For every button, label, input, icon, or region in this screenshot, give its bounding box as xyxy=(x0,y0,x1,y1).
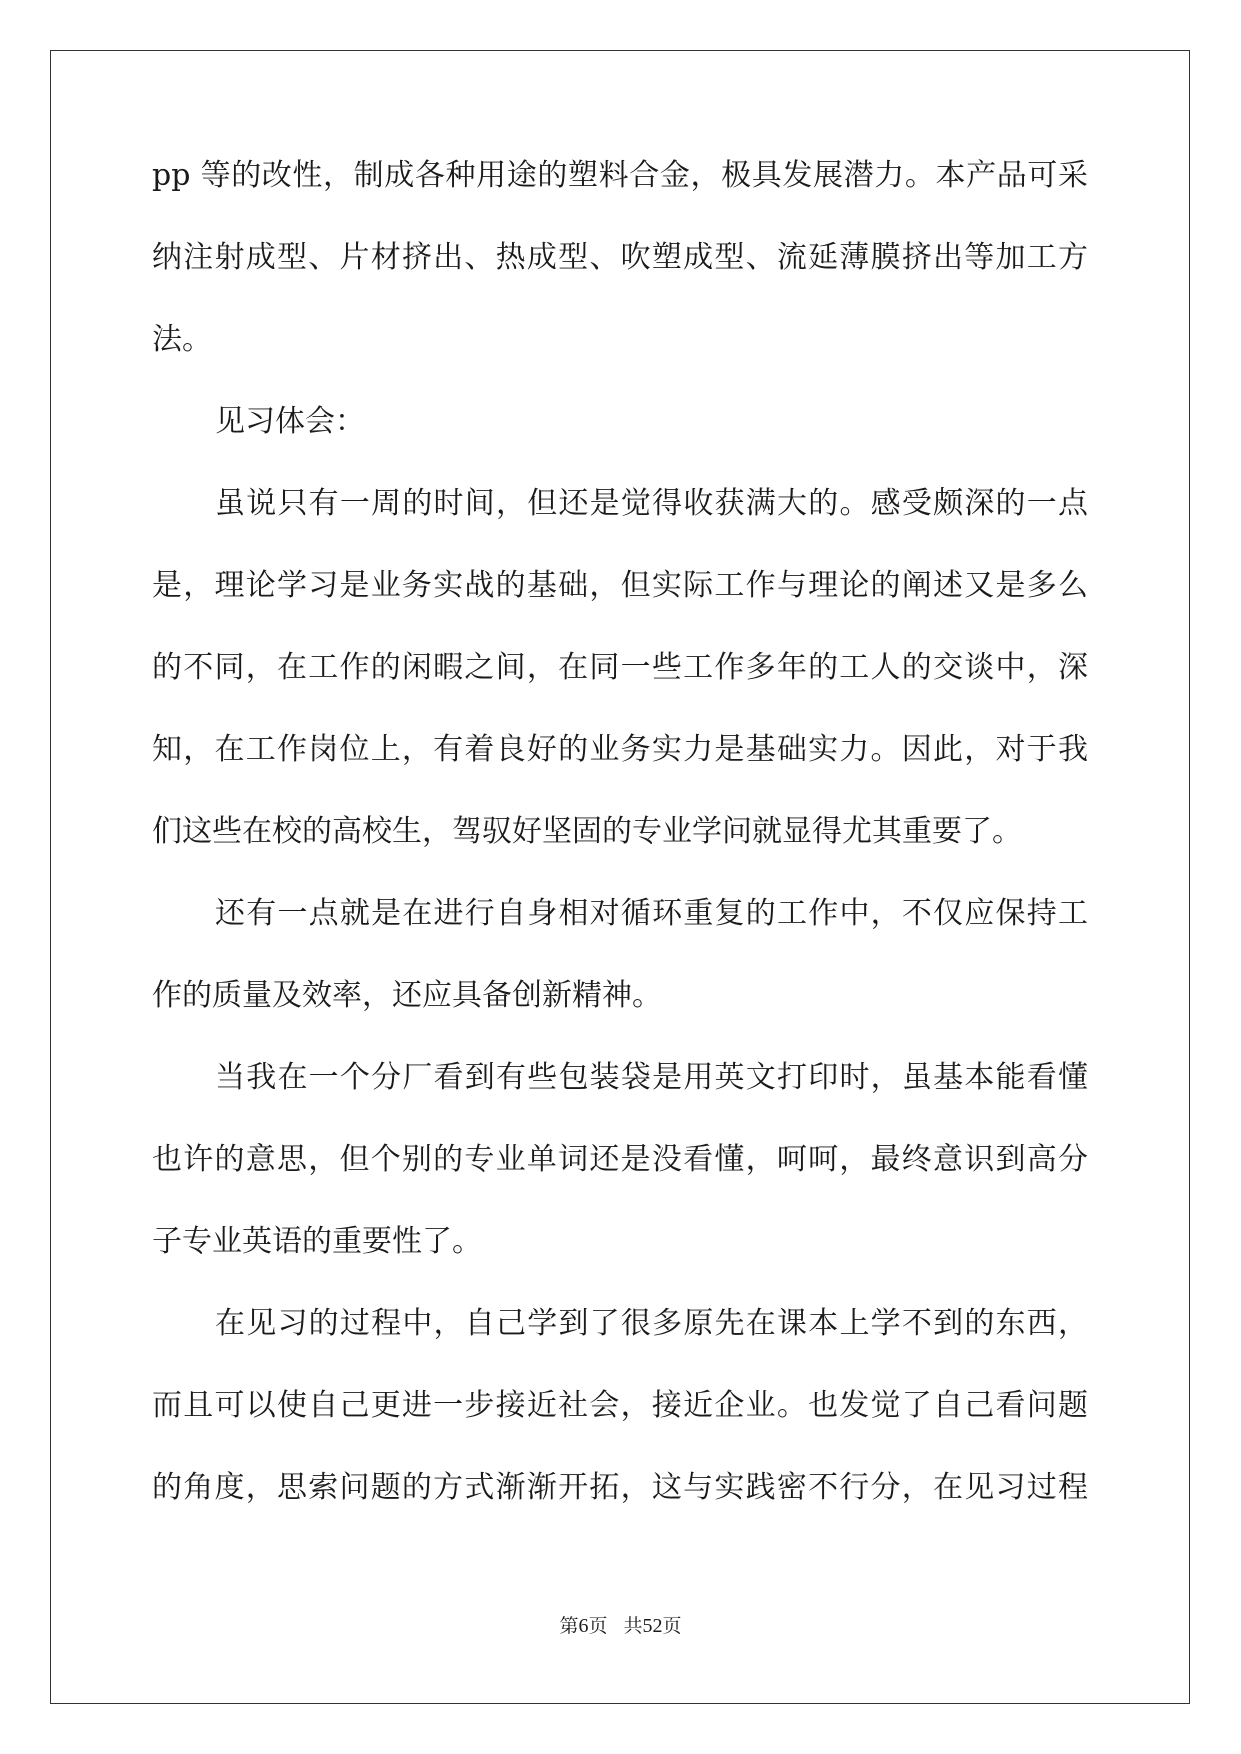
total-suffix: 页 xyxy=(662,1615,682,1637)
text-line: 法。 xyxy=(152,322,212,357)
text-line: 的不同，在工作的闲暇之间，在同一些工作多年的工人的交谈中，深 xyxy=(152,650,1088,685)
document-body xyxy=(152,158,1088,1552)
page-prefix: 第 xyxy=(559,1615,579,1637)
total-pages: 52 xyxy=(642,1615,663,1637)
text-line: 虽说只有一周的时间，但还是觉得收获满大的。感受颇深的一点 xyxy=(215,486,1088,521)
text-line: 知，在工作岗位上，有着良好的业务实力是基础实力。因此，对于我 xyxy=(152,732,1088,767)
text-line: 在见习的过程中，自己学到了很多原先在课本上学不到的东西， xyxy=(215,1306,1088,1341)
page-footer xyxy=(0,1614,1241,1638)
text-line: 还有一点就是在进行自身相对循环重复的工作中，不仅应保持工 xyxy=(215,896,1088,931)
text-line: 作的质量及效率，还应具备创新精神。 xyxy=(152,978,662,1013)
text-line: pp 等的改性，制成各种用途的塑料合金，极具发展潜力。本产品可采 xyxy=(152,158,1088,193)
text-line: 而且可以使自己更进一步接近社会，接近企业。也发觉了自己看问题 xyxy=(152,1388,1088,1423)
text-line: 们这些在校的高校生，驾驭好坚固的专业学问就显得尤其重要了。 xyxy=(152,814,1022,849)
total-prefix: 共 xyxy=(623,1615,643,1637)
section-heading: 见习体会： xyxy=(215,404,365,439)
page-number: 6 xyxy=(578,1615,589,1637)
text-line: 子专业英语的重要性了。 xyxy=(152,1224,482,1259)
page-suffix: 页 xyxy=(588,1615,608,1637)
text-line: 纳注射成型、片材挤出、热成型、吹塑成型、流延薄膜挤出等加工方 xyxy=(152,240,1088,275)
text-line: 是，理论学习是业务实战的基础，但实际工作与理论的阐述又是多么 xyxy=(152,568,1088,603)
text-line: 的角度，思索问题的方式渐渐开拓，这与实践密不行分，在见习过程 xyxy=(152,1470,1088,1505)
text-line: 当我在一个分厂看到有些包装袋是用英文打印时，虽基本能看懂 xyxy=(215,1060,1088,1095)
text-line: 也许的意思，但个别的专业单词还是没看懂，呵呵，最终意识到高分 xyxy=(152,1142,1088,1177)
